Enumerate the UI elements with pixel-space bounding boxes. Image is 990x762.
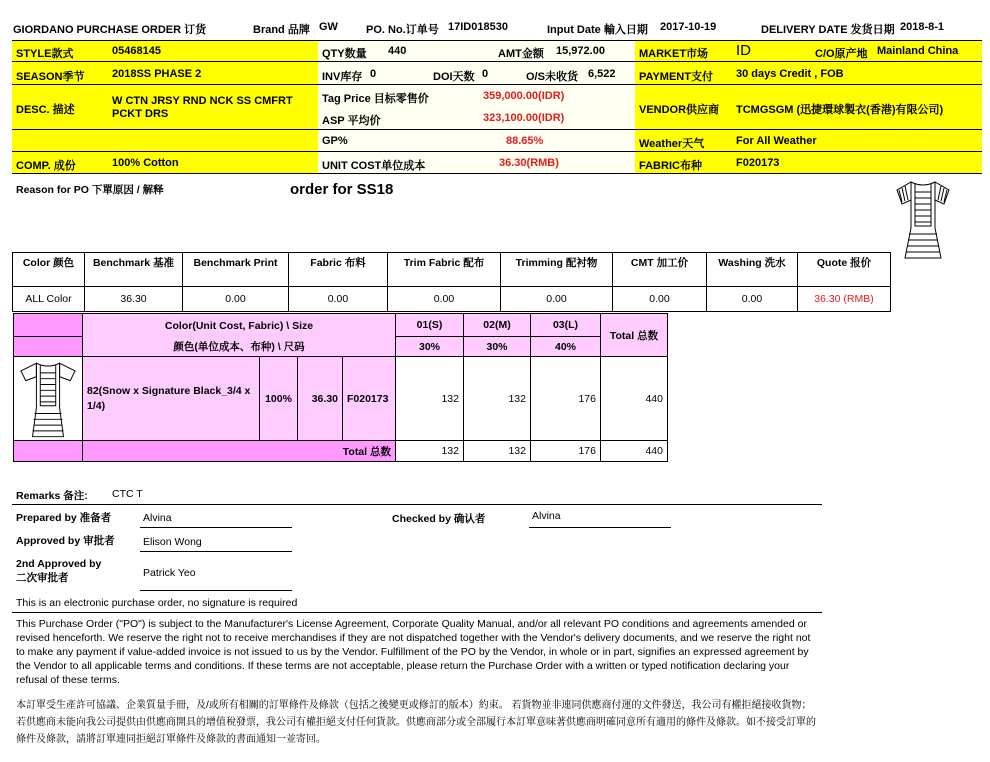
po-value: 17ID018530 bbox=[448, 21, 508, 33]
asp-value: 323,100.00(IDR) bbox=[483, 112, 565, 124]
cost-header-cell: Benchmark 基准 bbox=[84, 252, 183, 287]
cost-header-cell: Color 颜色 bbox=[12, 252, 85, 287]
size-total-qty: 132 bbox=[463, 440, 531, 462]
garment-thumb-cell bbox=[13, 356, 83, 441]
style-value: 05468145 bbox=[112, 45, 161, 57]
garment-sketch-icon bbox=[19, 358, 77, 440]
unit-cost-value: 36.30(RMB) bbox=[499, 157, 559, 169]
payment-label: PAYMENT支付 bbox=[639, 71, 713, 83]
color-pct: 100% bbox=[259, 356, 298, 441]
cost-value-cell: 0.00 bbox=[387, 286, 501, 312]
doc-title: GIORDANO PURCHASE ORDER 订货 bbox=[13, 24, 207, 36]
terms-chinese: 本訂單受生產許可協議、企業質量手冊，及/或所有相關的訂單條件及條款（包括之後變更或修訂的版本）約束。 若貨物並非連同供應商付運的文件發送，我公司有權拒絕接收貨物；若供應商未能向我公司提供由供應商開具的增值稅發票，我公司有權拒絕支付任何貨款。供應商部分或全部履行本訂單意味著供應商明確同意所有適用的條件及條款。如不接受訂單的條件及條款，請將訂單連同拒絕訂單條件及條款的書面通知一並寄回。 bbox=[16, 700, 816, 745]
vendor-value: TCMGSGM (迅捷環球製衣(香港)有限公司) bbox=[736, 104, 944, 116]
input-date-value: 2017-10-19 bbox=[660, 21, 717, 33]
comp-value: 100% Cotton bbox=[112, 157, 179, 169]
tag-price-label: Tag Price 目标零售价 bbox=[322, 93, 429, 105]
qty-label: QTY数量 bbox=[322, 48, 367, 60]
doi-value: 0 bbox=[482, 68, 489, 80]
fabric-label: FABRIC布种 bbox=[639, 160, 702, 172]
color-cost: 36.30 bbox=[297, 356, 343, 441]
gp-value: 88.65% bbox=[506, 135, 544, 147]
comp-label: COMP. 成份 bbox=[16, 160, 76, 172]
cost-value-cell: 0.00 bbox=[706, 286, 798, 312]
size-header-en: Color(Unit Cost, Fabric) \ Size bbox=[82, 313, 396, 337]
delivery-date-label: DELIVERY DATE 发货日期 bbox=[761, 24, 895, 36]
weather-value: For All Weather bbox=[736, 135, 817, 147]
os-label: O/S未收货 bbox=[526, 71, 578, 83]
input-date-label: Input Date 輸入日期 bbox=[547, 24, 648, 36]
payment-value: 30 days Credit , FOB bbox=[736, 68, 844, 80]
cost-value-cell: 36.30 (RMB) bbox=[797, 286, 891, 312]
second-approved-label-cn: 二次审批者 bbox=[16, 572, 69, 584]
cost-header-cell: Trim Fabric 配布 bbox=[387, 252, 501, 287]
size-name: 01(S) bbox=[395, 313, 464, 337]
second-approved-label: 2nd Approved by bbox=[16, 558, 102, 570]
size-total-qty: 176 bbox=[530, 440, 601, 462]
desc-label: DESC. 描述 bbox=[16, 104, 75, 116]
approved-by-value: Elison Wong bbox=[143, 536, 202, 548]
grand-total: 440 bbox=[600, 440, 668, 462]
market-label: MARKET市场 bbox=[639, 48, 709, 60]
os-value: 6,522 bbox=[588, 68, 616, 80]
cost-header-cell: Washing 洗水 bbox=[706, 252, 798, 287]
cost-header-cell: Quote 报价 bbox=[797, 252, 891, 287]
color-fabric: F020173 bbox=[342, 356, 396, 441]
garment-sketch-icon bbox=[893, 178, 953, 260]
cost-value-cell: 0.00 bbox=[288, 286, 388, 312]
cost-header-cell: Trimming 配衬物 bbox=[500, 252, 613, 287]
cost-value-cell: 0.00 bbox=[182, 286, 289, 312]
desc-value: W CTN JRSY RND NCK SS CMFRT PCKT DRS bbox=[112, 95, 293, 120]
cost-value-cell: 0.00 bbox=[500, 286, 613, 312]
tag-price-value: 359,000.00(IDR) bbox=[483, 90, 565, 102]
color-name: 82(Snow x Signature Black_3/4 x 1/4) bbox=[82, 356, 260, 441]
terms-english: This Purchase Order ("PO") is subject to the Manufacturer's License Agreement, Corporate Quality Manual, and/or all relevant PO conditions and agreements amended or revised henceforth. We reserve the right not to receive merchandises if they are not dispatched together with the Vendor's delivery documents, and we reserve the right not to make any payment if value-added invoice is not issued to us by the Vendor. Fulfillment of the PO by the Vendor, in whole or in part, signifies an expressed agreement by the Vendor to all applicable terms and conditions. If these terms are not acceptable, please return the Purchase Order with a written or typed notification declaring your refusal of these terms. bbox=[16, 618, 811, 686]
brand-value: GW bbox=[319, 21, 338, 33]
checked-by-value: Alvina bbox=[532, 510, 561, 522]
cost-value-cell: 0.00 bbox=[612, 286, 707, 312]
reason-value: order for SS18 bbox=[290, 181, 394, 198]
fabric-value: F020173 bbox=[736, 157, 780, 169]
row-total: 440 bbox=[600, 356, 668, 441]
co-label: C/O原产地 bbox=[815, 48, 868, 60]
cost-value-cell: 36.30 bbox=[84, 286, 183, 312]
size-pct: 30% bbox=[395, 336, 464, 357]
cost-header-cell: Benchmark Print bbox=[182, 252, 289, 287]
size-qty: 176 bbox=[530, 356, 601, 441]
amt-value: 15,972.00 bbox=[556, 45, 605, 57]
inv-value: 0 bbox=[370, 68, 377, 80]
weather-label: Weather天气 bbox=[639, 138, 705, 150]
image-header-cell bbox=[13, 336, 83, 357]
remarks-value: CTC T bbox=[112, 488, 143, 500]
co-value: Mainland China bbox=[877, 45, 959, 57]
size-qty: 132 bbox=[463, 356, 531, 441]
size-qty: 132 bbox=[395, 356, 464, 441]
prepared-by-value: Alvina bbox=[143, 512, 172, 524]
total-label: Total 总数 bbox=[82, 440, 396, 462]
electronic-notice: This is an electronic purchase order, no signature is required bbox=[16, 597, 298, 609]
checked-by-label: Checked by 确认者 bbox=[392, 513, 486, 525]
doi-label: DOI天数 bbox=[433, 71, 475, 83]
approved-by-label: Approved by 审批者 bbox=[16, 535, 115, 547]
image-header-cell bbox=[13, 313, 83, 337]
size-name: 02(M) bbox=[463, 313, 531, 337]
delivery-date-value: 2018-8-1 bbox=[900, 21, 945, 33]
unit-cost-label: UNIT COST单位成本 bbox=[322, 160, 426, 172]
season-value: 2018SS PHASE 2 bbox=[112, 68, 202, 80]
size-name: 03(L) bbox=[530, 313, 601, 337]
reason-label: Reason for PO 下單原因 / 解释 bbox=[16, 184, 164, 196]
qty-value: 440 bbox=[388, 45, 407, 57]
asp-label: ASP 平均价 bbox=[322, 115, 381, 127]
cost-header-cell: Fabric 布料 bbox=[288, 252, 388, 287]
prepared-by-label: Prepared by 准备者 bbox=[16, 512, 112, 524]
size-total-qty: 132 bbox=[395, 440, 464, 462]
cost-value-cell: ALL Color bbox=[12, 286, 85, 312]
remarks-label: Remarks 备注: bbox=[16, 490, 88, 502]
total-row-blank bbox=[13, 440, 83, 462]
season-label: SEASON季节 bbox=[16, 71, 85, 83]
po-label: PO. No.订单号 bbox=[366, 24, 439, 36]
inv-label: INV库存 bbox=[322, 71, 363, 83]
brand-label: Brand 品牌 bbox=[253, 24, 310, 36]
gp-label: GP% bbox=[322, 135, 348, 147]
cost-header-cell: CMT 加工价 bbox=[612, 252, 707, 287]
total-header: Total 总数 bbox=[600, 313, 668, 357]
amt-label: AMT金额 bbox=[498, 48, 544, 60]
size-pct: 40% bbox=[530, 336, 601, 357]
size-header-cn: 颜色(单位成本、布种) \ 尺码 bbox=[82, 336, 396, 357]
size-pct: 30% bbox=[463, 336, 531, 357]
style-label: STYLE款式 bbox=[16, 48, 74, 60]
second-approved-value: Patrick Yeo bbox=[143, 567, 196, 579]
market-value: ID bbox=[736, 42, 751, 59]
vendor-label: VENDOR供应商 bbox=[639, 104, 720, 116]
